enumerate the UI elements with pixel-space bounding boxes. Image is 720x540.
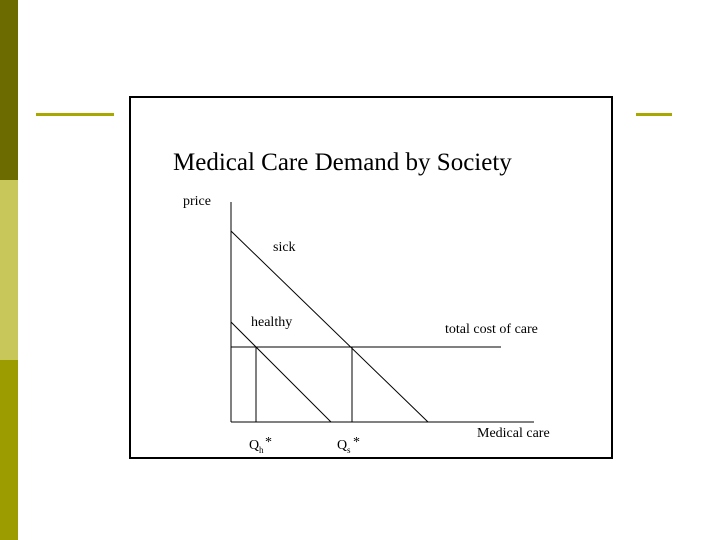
healthy-demand-line [231, 322, 331, 422]
side-bar-dark [0, 0, 18, 180]
figure-frame [129, 96, 613, 459]
x-axis-label: Medical care [477, 426, 550, 441]
qh-symbol: Q [249, 438, 260, 453]
qs-symbol: Q [337, 438, 348, 453]
qs-subscript: s [347, 445, 351, 455]
healthy-label: healthy [251, 315, 293, 330]
side-bar-light [0, 180, 18, 360]
accent-line-left [36, 113, 114, 116]
qs-star: * [353, 435, 360, 450]
qh-subscript: h [259, 445, 264, 455]
demand-diagram [131, 98, 611, 457]
y-axis-label: price [183, 194, 211, 209]
accent-line-right [636, 113, 672, 116]
total-cost-label: total cost of care [445, 322, 538, 337]
healthy-quantity-label [249, 435, 272, 455]
qh-star: * [265, 435, 272, 450]
sick-quantity-label [337, 435, 360, 455]
side-bar-medium [0, 360, 18, 540]
sick-label: sick [273, 240, 296, 255]
diagram-title: Medical Care Demand by Society [173, 149, 512, 176]
